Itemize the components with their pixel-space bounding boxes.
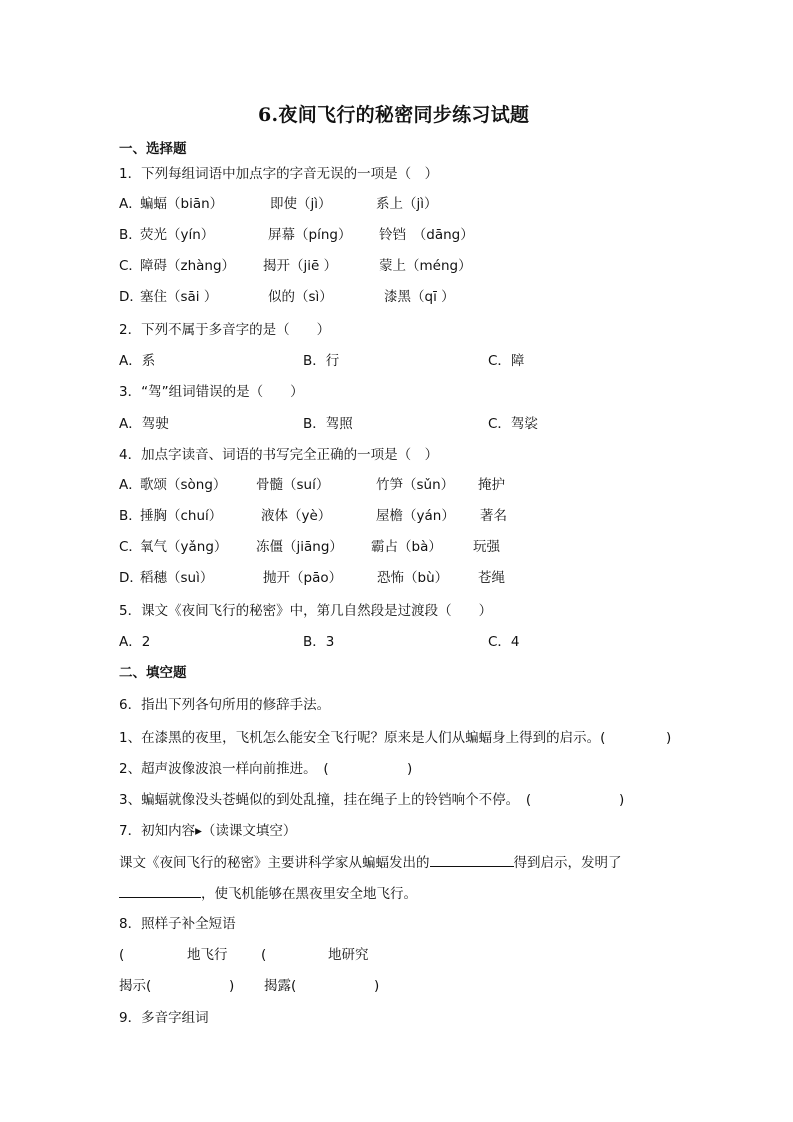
option-label: A．: [119, 477, 142, 493]
fill-text: 得到启示，发明了: [513, 855, 622, 871]
q2-option-b: B．行: [303, 353, 340, 369]
q1-c-word-2: 揭开（jiē ）: [263, 258, 338, 274]
q1-b-word-2: 屏幕（píng）: [268, 227, 352, 243]
q4-d-word-2: 抛开（pāo）: [263, 570, 343, 586]
q1-c-word-3: 蒙上（méng）: [379, 258, 472, 274]
q1-c-word-1: 障碍（zhàng）: [140, 258, 236, 274]
q4-b-word-2: 液体（yè）: [261, 508, 332, 524]
q1-option-b: [119, 226, 474, 244]
q5-option-b: B．3: [303, 634, 335, 650]
q6-sentence-3: [119, 791, 625, 809]
phrase-suffix: 地飞行: [187, 947, 228, 963]
section-heading-choice: 一、选择题: [119, 141, 187, 157]
blank-close[interactable]: ): [229, 978, 235, 994]
option-label: B．: [119, 227, 142, 243]
q4-b-word-1: 捶胸（chuí）: [140, 508, 223, 524]
sentence-text: 1、在漆黑的夜里，飞机怎么能安全飞行呢？原来是人们从蝙蝠身上得到的启示。(: [119, 730, 606, 746]
question-7-stem: 7．初知内容▸（读课文填空）: [119, 823, 297, 839]
blank-close[interactable]: ): [374, 978, 380, 994]
question-1-stem: 1．下列每组词语中加点字的字音无误的一项是（ ）: [119, 166, 439, 182]
sentence-text: 2、超声波像波浪一样向前推进。 (: [119, 761, 329, 777]
q2-option-c: C．障: [488, 353, 525, 369]
q1-b-word-3: 铃铛 （dāng）: [379, 227, 474, 243]
q5-option-a: A．2: [119, 634, 151, 650]
question-5-stem: 5．课文《夜间飞行的秘密》中，第几自然段是过渡段（ ）: [119, 603, 493, 619]
q1-d-word-3: 漆黑（qī ）: [384, 289, 455, 305]
fill-text: ，使飞机能够在黑夜里安全地飞行。: [201, 886, 417, 902]
q8-row-1: [119, 946, 369, 964]
q4-a-word-1: 歌颂（sòng）: [140, 477, 227, 493]
q4-d-word-4: 苍绳: [478, 570, 505, 586]
blank-close[interactable]: ): [619, 792, 625, 808]
question-2-stem: 2．下列不属于多音字的是（ ）: [119, 322, 331, 338]
option-label: A．: [119, 196, 142, 212]
q3-option-b: B．驾照: [303, 416, 353, 432]
phrase-prefix: 揭示(: [119, 978, 152, 994]
section-heading-fill: 二、填空题: [119, 665, 187, 681]
q1-d-word-1: 塞住（sāi ）: [140, 289, 218, 305]
q4-a-word-3: 竹笋（sǔn）: [376, 477, 455, 493]
option-label: B．: [119, 508, 142, 524]
q4-option-a: [119, 476, 505, 494]
sentence-text: 3、蝙蝠就像没头苍蝇似的到处乱撞，挂在绳子上的铃铛响个不停。 (: [119, 792, 532, 808]
question-6-stem: 6．指出下列各句所用的修辞手法。: [119, 697, 331, 713]
fill-blank[interactable]: [119, 883, 201, 898]
q5-option-c: C．4: [488, 634, 520, 650]
q4-b-word-3: 屋檐（yán）: [376, 508, 455, 524]
q4-d-word-3: 恐怖（bù）: [377, 570, 449, 586]
q4-d-word-1: 稻穗（suì）: [140, 570, 214, 586]
q1-b-word-1: 荧光（yín）: [140, 227, 215, 243]
q3-option-c: C．驾裟: [488, 416, 538, 432]
blank-close[interactable]: ): [666, 730, 672, 746]
q6-sentence-1: [119, 729, 672, 747]
option-label: D．: [119, 289, 143, 305]
q3-option-a: A．驾驶: [119, 416, 169, 432]
q6-sentence-2: [119, 760, 413, 778]
q4-a-word-4: 掩护: [478, 477, 505, 493]
q4-c-word-2: 冻僵（jiāng）: [256, 539, 343, 555]
question-9-stem: 9．多音字组词: [119, 1010, 209, 1026]
q4-b-word-4: 著名: [480, 508, 507, 524]
q2-option-a: A．系: [119, 353, 156, 369]
q1-a-word-1: 蝙蝠（biān）: [140, 196, 224, 212]
option-label: C．: [119, 258, 142, 274]
q1-option-a: [119, 195, 438, 213]
q1-a-word-2: 即使（jì）: [270, 196, 332, 212]
q4-option-c: [119, 538, 500, 556]
phrase-prefix: 揭露(: [264, 978, 297, 994]
question-3-stem: 3．“驾”组词错误的是（ ）: [119, 384, 304, 400]
q4-c-word-4: 玩强: [473, 539, 500, 555]
option-label: C．: [119, 539, 142, 555]
blank-open[interactable]: (: [119, 947, 125, 963]
question-4-stem: 4．加点字读音、词语的书写完全正确的一项是（ ）: [119, 447, 439, 463]
blank-open[interactable]: (: [261, 947, 267, 963]
q1-d-word-2: 似的（sì）: [268, 289, 333, 305]
q1-a-word-3: 系上（jì）: [376, 196, 438, 212]
fill-text: 课文《夜间飞行的秘密》主要讲科学家从蝙蝠发出的: [119, 855, 430, 871]
phrase-suffix: 地研究: [328, 947, 369, 963]
q7-line-1: [119, 852, 622, 872]
blank-close[interactable]: ): [407, 761, 413, 777]
q4-a-word-2: 骨髓（suí）: [256, 477, 330, 493]
option-label: D．: [119, 570, 143, 586]
page-title: 6.夜间飞行的秘密同步练习试题: [258, 104, 530, 126]
q4-option-b: [119, 507, 507, 525]
question-8-stem: 8．照样子补全短语: [119, 916, 236, 932]
fill-blank[interactable]: [430, 852, 514, 867]
q4-c-word-3: 霸占（bà）: [371, 539, 442, 555]
q1-option-d: [119, 288, 455, 306]
q7-line-2: [119, 883, 417, 903]
q8-row-2: [119, 977, 380, 995]
q4-c-word-1: 氧气（yǎng）: [140, 539, 228, 555]
q1-option-c: [119, 257, 472, 275]
q4-option-d: [119, 569, 505, 587]
